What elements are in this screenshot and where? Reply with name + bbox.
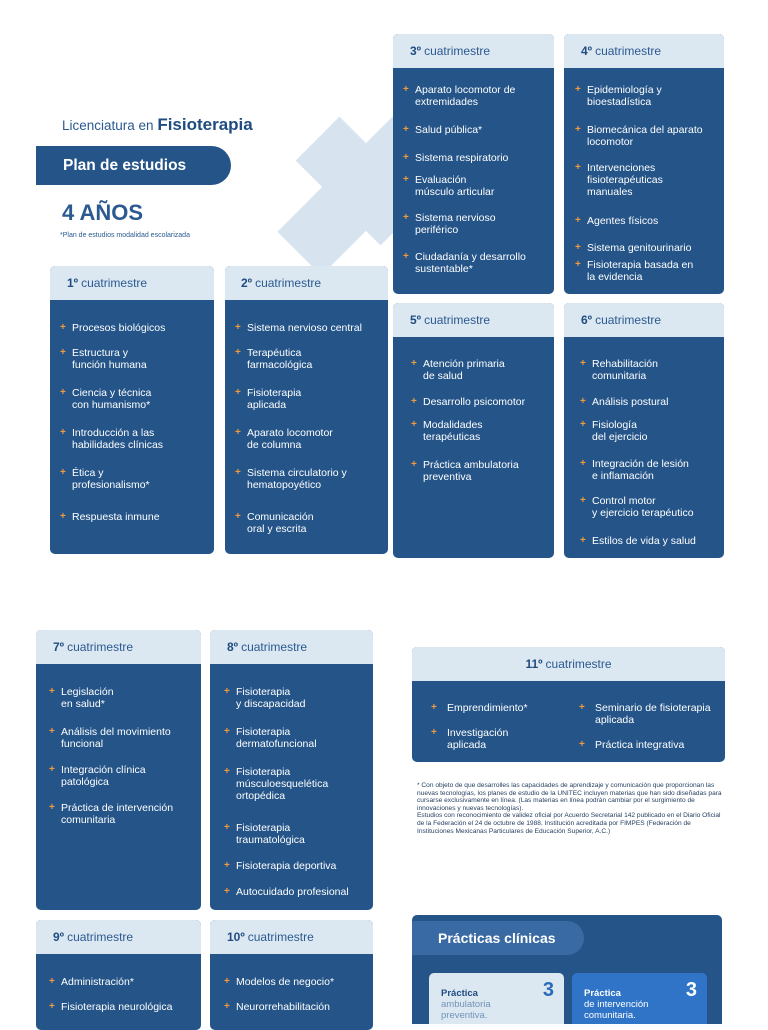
term-number: 10º [227,930,245,944]
subject-label: Evaluación músculo articular [415,174,495,198]
term-word: cuatrimestre [255,276,322,290]
practica-desc: de intervención comunitaria. [584,999,649,1021]
subject-label: Integración clínica patológica [61,764,146,788]
term-number: 3º [410,44,422,58]
subject-item [224,686,306,710]
subject-label: Sistema respiratorio [415,152,509,164]
subject-label: Fisioterapia y discapacidad [236,686,306,710]
plus-bullet-icon: + [411,419,417,430]
subject-item [403,84,516,108]
practica-label: Práctica [441,988,478,999]
term-card-9 [36,920,201,1030]
plus-bullet-icon: + [411,358,417,369]
subject-label: Introducción a las habilidades clínicas [72,427,164,451]
plus-bullet-icon: + [580,535,586,546]
subject-label: Análisis postural [592,396,669,408]
subject-label: Sistema genitourinario [587,242,692,254]
term-card-11 [412,647,725,762]
subject-label: Sistema nervioso periférico [415,212,496,236]
term-header [393,34,554,68]
plus-bullet-icon: + [224,976,230,987]
term-card-10 [210,920,373,1030]
term-card-6 [564,303,724,558]
subject-item [60,427,164,451]
plus-bullet-icon: + [580,358,586,369]
subject-item [411,358,505,382]
subject-item [49,686,114,710]
term-word: cuatrimestre [247,930,314,944]
plus-bullet-icon: + [235,387,241,398]
term-header [225,266,388,300]
plus-bullet-icon: + [411,396,417,407]
plus-bullet-icon: + [403,251,409,262]
plus-bullet-icon: + [403,174,409,185]
plus-bullet-icon: + [411,459,417,470]
subject-label: Control motor y ejercicio terapéutico [592,495,694,519]
plus-bullet-icon: + [49,1001,55,1012]
plus-bullet-icon: + [60,427,66,438]
modality-note: *Plan de estudios modalidad escolarizada [60,232,190,239]
subject-item [411,396,526,408]
plus-bullet-icon: + [580,495,586,506]
term-word: cuatrimestre [595,44,662,58]
plus-bullet-icon: + [224,686,230,697]
plus-bullet-icon: + [235,347,241,358]
subject-item [575,259,694,283]
subject-item [224,886,349,898]
footnotes [417,782,729,835]
subject-item [411,459,519,483]
subject-label: Fisioterapia basada en la evidencia [587,259,694,283]
term-number: 6º [581,313,593,327]
plus-bullet-icon: + [575,242,581,253]
subject-item [580,396,669,408]
practica-label: Práctica [584,988,621,999]
subject-item [60,467,150,491]
subject-item [235,347,313,371]
plus-bullet-icon: + [403,84,409,95]
plan-label: Plan de estudios [63,156,187,174]
plus-bullet-icon: + [49,764,55,775]
subject-item [575,242,692,254]
subject-label: Procesos biológicos [72,322,166,334]
footnote-accreditation: Estudios con reconocimiento de validez oficial por Acuerdo Secretarial 142 publicado en el Diario Oficial de la Federación el 24 de octubre de 1988. Institución acreditada por FIMPES (Federación de Instituciones Mexicanas Particulares de Educación Superior, A.C.) [417,812,721,835]
subject-item [575,124,703,148]
program-name: Fisioterapia [157,115,253,134]
term-header [564,303,724,337]
subject-item [60,387,152,411]
plus-bullet-icon: + [575,162,581,173]
subject-label: Modelos de negocio* [236,976,335,988]
subject-label: Ética y profesionalismo* [72,467,150,491]
term-number: 11º [525,657,543,671]
term-header [412,647,725,681]
subject-item [49,802,174,826]
plus-bullet-icon: + [49,976,55,987]
subject-label: Fisiología del ejercicio [592,419,648,443]
plus-bullet-icon: + [580,396,586,407]
plus-bullet-icon: + [235,467,241,478]
practica-count: 3 [542,979,554,1001]
subject-label: Comunicación oral y escrita [247,511,314,535]
term-card-5 [393,303,554,558]
practica-desc: ambulatoria preventiva. [441,999,491,1021]
plus-bullet-icon: + [224,726,230,737]
program-prefix: Licenciatura en [62,118,158,133]
plus-bullet-icon: + [60,322,66,333]
plus-bullet-icon: + [235,427,241,438]
term-number: 8º [227,640,239,654]
subject-item [580,495,694,519]
subject-label: Salud pública* [415,124,483,136]
plus-bullet-icon: + [580,458,586,469]
term-number: 2º [241,276,253,290]
plus-bullet-icon: + [60,387,66,398]
term-card-1 [50,266,214,554]
plus-bullet-icon: + [224,860,230,871]
plus-bullet-icon: + [60,467,66,478]
plus-bullet-icon: + [60,511,66,522]
term-word: cuatrimestre [545,657,612,671]
plus-bullet-icon: + [60,347,66,358]
subject-item [580,535,696,547]
subject-item: + Emprendimiento* [431,702,528,714]
term-word: cuatrimestre [67,640,134,654]
subject-label: Fisioterapia neurológica [61,1001,173,1013]
subject-item [575,162,663,198]
plus-bullet-icon: + [403,152,409,163]
subject-item [60,511,160,523]
subject-item [224,860,337,872]
plus-bullet-icon: + [49,726,55,737]
term-word: cuatrimestre [595,313,662,327]
subject-label: Legislación en salud* [61,686,114,710]
subject-label: Terapéutica farmacológica [247,347,313,371]
term-card-3 [393,34,554,294]
subject-item [411,419,483,443]
plus-bullet-icon: + [575,259,581,270]
term-card-4 [564,34,724,294]
subject-label: Rehabilitación comunitaria [592,358,658,382]
duration-heading: 4 AÑOS [62,200,144,225]
subject-item [580,458,689,482]
term-number: 9º [53,930,65,944]
term-word: cuatrimestre [81,276,148,290]
subject-label: Fisioterapia aplicada [247,387,302,411]
term-header [36,630,201,664]
subject-label: Análisis del movimiento funcional [61,726,171,750]
plus-bullet-icon: + [575,215,581,226]
term-header [50,266,214,300]
plus-bullet-icon: + [235,322,241,333]
term-word: cuatrimestre [424,313,491,327]
plus-bullet-icon: + [49,686,55,697]
term-number: 7º [53,640,65,654]
subject-item: + Práctica integrativa [579,739,685,751]
subject-label: Estructura y función humana [72,347,147,371]
subject-item [224,766,329,802]
term-word: cuatrimestre [67,930,134,944]
practicas-title-pill [412,921,584,955]
subject-item [403,124,483,136]
plus-bullet-icon: + [235,511,241,522]
subject-label: Ciencia y técnica con humanismo* [72,387,152,411]
subject-item [580,419,648,443]
plus-bullet-icon: + [224,886,230,897]
subject-item [49,976,134,988]
plus-bullet-icon: + [403,212,409,223]
plus-bullet-icon: + [575,84,581,95]
subject-item [403,251,526,275]
plus-bullet-icon: + [580,419,586,430]
subject-label: Fisioterapia dermatofuncional [236,726,317,750]
subject-item [224,726,317,750]
term-header [36,920,201,954]
plus-bullet-icon: + [49,802,55,813]
subject-item [49,726,171,750]
plan-label-pill [36,146,231,185]
subject-item: + Investigación aplicada [431,727,509,751]
practica-count: 3 [685,979,697,1001]
term-card-8 [210,630,373,910]
subject-item [580,358,658,382]
practica-card-comunitaria [572,973,707,1024]
practica-card-ambulatoria [429,973,564,1024]
subject-label: Intervenciones fisioterapéuticas manuales [587,162,663,198]
subject-item: + Seminario de fisioterapia aplicada [579,702,711,726]
footnote-online: * Con objeto de que desarrolles las capacidades de aprendizaje y comunicación que proporcionan las nuevas tecnologías, los planes de estudio de la UNITEC incluyen materias que han sido diseñadas para cursarse exclusivamente en línea. (Las materias en línea podrán cambiar por el surgimiento de innovaciones y nuevas tecnologías). [417,782,722,812]
term-header [393,303,554,337]
subject-item [224,976,335,988]
subject-label: Modalidades terapéuticas [423,419,483,443]
subject-label: Biomecánica del aparato locomotor [587,124,703,148]
term-header [210,630,373,664]
subject-item [235,467,347,491]
term-header [210,920,373,954]
subject-label: Aparato locomotor de extremidades [415,84,516,108]
subject-label: Práctica ambulatoria preventiva [423,459,519,483]
subject-label: Epidemiología y bioestadística [587,84,662,108]
subject-item [403,152,509,164]
term-header [564,34,724,68]
term-number: 1º [67,276,79,290]
subject-item [60,347,147,371]
term-card-2 [225,266,388,554]
subject-label: Fisioterapia músculoesquelética ortopédica [236,766,329,802]
subject-item [235,387,302,411]
term-word: cuatrimestre [241,640,308,654]
subject-label: Sistema nervioso central [247,322,362,334]
subject-label: Respuesta inmune [72,511,160,523]
subject-item [575,84,662,108]
subject-item [224,822,305,846]
subject-label: Fisioterapia traumatológica [236,822,305,846]
term-number: 5º [410,313,422,327]
subject-label: Desarrollo psicomotor [423,396,526,408]
subject-label: Fisioterapia deportiva [236,860,337,872]
practicas-title: Prácticas clínicas [438,930,556,946]
subject-item [235,322,362,334]
subject-item [224,1001,330,1013]
subject-item [575,215,659,227]
subject-label: Práctica de intervención comunitaria [61,802,174,826]
plus-bullet-icon: + [575,124,581,135]
subject-label: Autocuidado profesional [236,886,349,898]
subject-item [235,511,314,535]
subject-label: Neurorrehabilitación [236,1001,330,1013]
subject-label: Aparato locomotor de columna [247,427,333,451]
subject-label: Sistema circulatorio y hematopoyético [247,467,347,491]
subject-label: Ciudadanía y desarrollo sustentable* [415,251,526,275]
subject-item [235,427,333,451]
subject-item [49,1001,173,1013]
term-word: cuatrimestre [424,44,491,58]
plus-bullet-icon: + [224,766,230,777]
term-number: 4º [581,44,593,58]
subject-label: Integración de lesión e inflamación [592,458,689,482]
subject-label: Administración* [61,976,134,988]
subject-item [403,212,496,236]
subject-label: Estilos de vida y salud [592,535,696,547]
subject-label: Agentes físicos [587,215,659,227]
plus-bullet-icon: + [224,822,230,833]
practicas-clinicas-panel [412,915,722,1024]
subject-item [60,322,166,334]
plus-bullet-icon: + [403,124,409,135]
program-title [62,115,253,135]
term-card-7 [36,630,201,910]
subject-item [49,764,146,788]
subject-item [403,174,495,198]
subject-label: Atención primaria de salud [423,358,505,382]
plus-bullet-icon: + [224,1001,230,1012]
